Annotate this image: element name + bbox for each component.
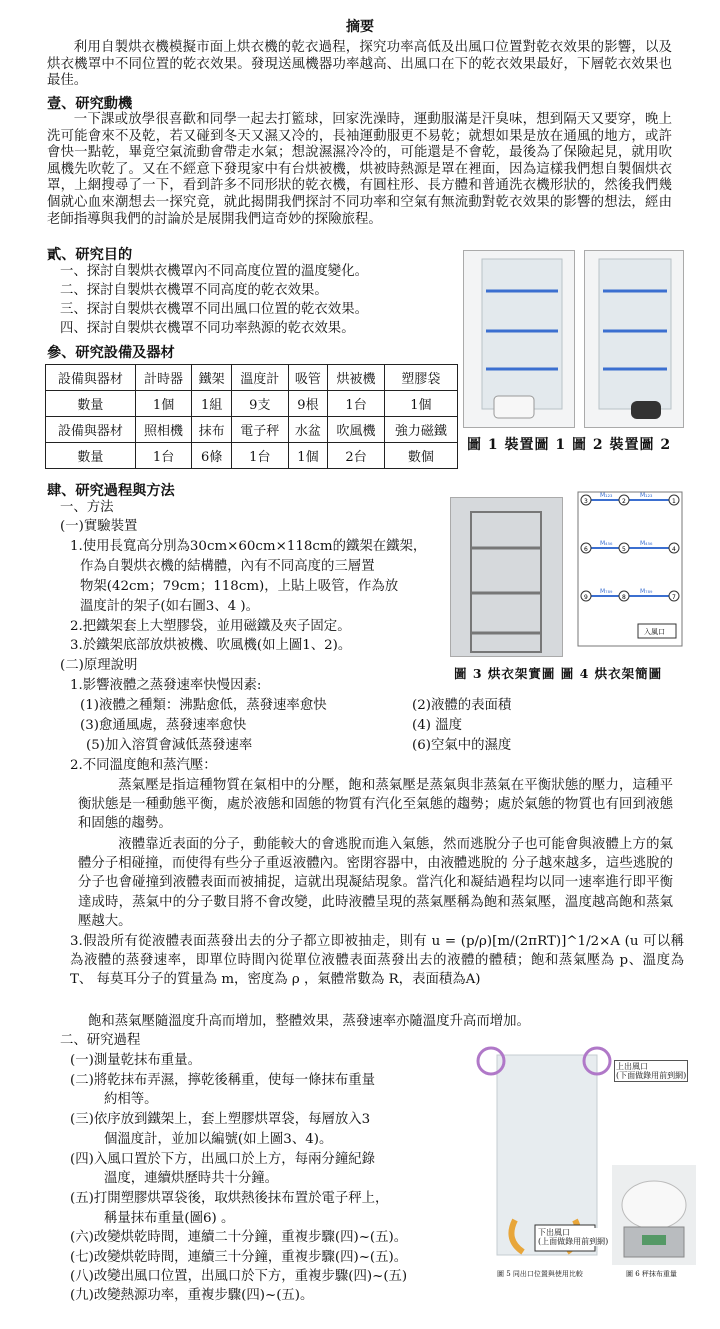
formula-paragraph: 3.假設所有從液體表面蒸發出去的分子都立即被抽走，則有 u = (p/ρ)[m/(2πRT)]^1/2×A (u 可以稱為液體的蒸發速率，即單位時間內從單位液體表面蒸發出去的液體的體積；飽和蒸氣壓為 p、溫度為 T、 每莫耳分子的質量為 m，密度為 ρ ，氣體常數為 R，表面積為A) [70, 934, 684, 988]
figure-6-caption: 圖 6 秤抹布重量 [626, 1270, 677, 1278]
table-cell: 9支 [232, 391, 288, 417]
dryer-bag-illustration [585, 251, 684, 428]
conclusion-line: 飽和蒸氣壓隨溫度升高而增加，整體效果，蒸發速率亦隨溫度升高而增加。 [88, 1014, 530, 1029]
subheading: 一、方法 [60, 500, 114, 515]
step-line: (九)改變熱源功率，重複步驟(四)~(五)。 [70, 1288, 314, 1303]
table-cell: 強力磁鐵 [384, 417, 457, 443]
subheading: 二、研究過程 [60, 1033, 141, 1048]
step-line: 約相等。 [104, 1092, 158, 1107]
factor-item: (6)空氣中的濕度 [412, 738, 512, 753]
node-label: 1 [672, 498, 676, 505]
table-cell: 電子秤 [232, 417, 288, 443]
setup-line: 作為自製烘衣機的結構體，內有不同高度的三層置 [80, 559, 375, 574]
setup-line: 1.使用長寬高分別為30cm×60cm×118cm的鐵架在鐵架， [70, 539, 427, 554]
node-label: 4 [672, 546, 676, 553]
layer-label: M₇₈₉ [640, 588, 653, 595]
motivation-text: 一下課或放學很喜歡和同學一起去打籃球，回家洗澡時，運動服滿是汗臭味，想到隔天又要穿，晚上洗可能會來不及乾，若又碰到冬天又濕又冷的，長袖運動服更不易乾；就想如果是放在通風的地方，或許會快一點乾，畢竟空氣流動會帶走水氣；想說濕濕冷冷的，可能還是不會乾，最後為了保險起見，就用吹風機先吹乾了。又在不經意下發現家中有台烘被機，烘被時熱源是罩在裡面，因為這樣我們想自製個烘衣罩，上網搜尋了一下，看到許多不同形狀的乾衣機，有圓柱形、長方體和普通洗衣機形狀的，然後我們幾個就心血來潮想去一探究竟，就此揭開我們探討不同功率和空氣有無流動對乾衣效果的影響的想法，經由老師指導與我們的討論於是展開我們這奇妙的探險旅程。 [47, 112, 672, 227]
bottom-outlet-label: 下出風口 (上面做錄用前到網) [538, 1228, 609, 1246]
figure-3-4-caption: 圖 3 烘衣架實圖 圖 4 烘衣架簡圖 [454, 666, 663, 681]
table-cell: 鐵架 [192, 365, 232, 391]
layer-label: M₁₂₃ [600, 492, 613, 499]
subheading: (二)原理說明 [60, 658, 138, 673]
figure-3-photo [450, 497, 563, 657]
figure-5-caption: 圖 5 同出口位置與使用比較 [497, 1270, 583, 1278]
table-cell: 6條 [192, 443, 232, 469]
figure-2-photo [584, 250, 684, 428]
step-line: (一)測量乾抹布重量。 [70, 1053, 201, 1068]
step-line: (四)入風口置於下方，出風口於上方，每兩分鐘紀錄 [70, 1152, 376, 1167]
table-cell: 溫度計 [232, 365, 288, 391]
purpose-item: 三、探討自製烘衣機罩不同出風口位置的乾衣效果。 [60, 302, 368, 317]
step-line: 個溫度計，並加以編號(如上圖3、4)。 [104, 1132, 333, 1147]
subheading: (一)實驗裝置 [60, 519, 138, 534]
top-outlet-label: 上出風口 (下面做錄用前到網) [616, 1062, 687, 1080]
table-row [46, 417, 458, 443]
table-cell: 1台 [135, 443, 191, 469]
inlet-label: 入風口 [644, 628, 665, 636]
setup-line: 3.於鐵架底部放烘被機、吹風機(如上圖1、2)。 [70, 638, 352, 653]
node-label: 8 [622, 594, 626, 601]
step-line: (七)改變烘乾時間，連續三十分鐘，重複步驟(四)~(五)。 [70, 1250, 408, 1265]
table-cell: 塑膠袋 [384, 365, 457, 391]
step-line: (六)改變烘乾時間，連續二十分鐘，重複步驟(四)~(五)。 [70, 1230, 408, 1245]
purpose-item: 二、探討自製烘衣機罩不同高度的乾衣效果。 [60, 283, 328, 298]
table-cell: 計時器 [135, 365, 191, 391]
table-cell: 水盆 [288, 417, 328, 443]
setup-line: 溫度計的架子(如右圖3、4 )。 [80, 599, 260, 614]
table-cell: 吸管 [288, 365, 328, 391]
table-cell: 數量 [46, 443, 136, 469]
scale-with-cloth-illustration [612, 1165, 696, 1265]
step-line: 溫度，連續烘歷時共十分鐘。 [104, 1171, 279, 1186]
layer-label: M₁₂₃ [640, 492, 653, 499]
dryer-bag-illustration [464, 251, 575, 428]
table-row [46, 365, 458, 391]
table-cell: 1組 [192, 391, 232, 417]
figure-6-photo [612, 1165, 696, 1265]
node-label: 5 [622, 546, 626, 553]
vapor-paragraph-2: 液體靠近表面的分子，動能較大的會逃脫而進入氣態，然而逃脫分子也可能會與液體上方的氣體分子相碰撞，而使得有些分子重返液體內。密閉容器中，由液體逃脫的 分子越來越多，這些逃脫的分子也會碰撞到液體表面而被捕捉，這就出現凝結現象。當汽化和凝結過程均以同一速率進行即平衡達成時，蒸氣中的分子數目將不會改變，此時液體呈現的蒸氣壓稱為飽和蒸氣壓，溫度越高飽和蒸氣壓越大。 [78, 837, 673, 929]
step-line: (二)將乾抹布弄濕，擰乾後稱重，使每一條抹布重量 [70, 1073, 376, 1088]
section-heading-motivation: 壹、研究動機 [47, 96, 133, 112]
vapor-paragraph-1: 蒸氣壓是指這種物質在氣相中的分壓，飽和蒸氣壓是蒸氣與非蒸氣在平衡狀態的壓力，這種平衡狀態是一種動態平衡，處於液態和固態的物質有汽化至氣態的趨勢；處於氣態的物質也有回到液態和固態的趨勢。 [78, 778, 673, 831]
rack-illustration [451, 498, 563, 657]
node-label: 9 [584, 594, 588, 601]
table-cell: 數個 [384, 443, 457, 469]
purpose-item: 一、探討自製烘衣機罩內不同高度位置的溫度變化。 [60, 264, 368, 279]
setup-line: 2.把鐵架套上大塑膠袋，並用磁鐵及夾子固定。 [70, 619, 351, 634]
table-cell: 設備與器材 [46, 365, 136, 391]
table-cell: 1台 [328, 391, 384, 417]
layer-label: M₇₈₉ [600, 588, 613, 595]
abstract-text: 利用自製烘衣機模擬市面上烘衣機的乾衣過程，探究功率高低及出風口位置對乾衣效果的影響，以及烘衣機罩中不同位置的乾衣效果。發現送風機器功率越高、出風口在下的乾衣效果最好，下層乾衣效果也最佳。 [47, 40, 672, 89]
table-cell: 烘被機 [328, 365, 384, 391]
section-heading-purpose: 貳、研究目的 [47, 247, 133, 263]
setup-line: 物架(42cm；79cm；118cm)，上貼上吸管，作為放 [80, 579, 399, 594]
node-label: 7 [672, 594, 676, 601]
factors-title: 1.影響液體之蒸發速率快慢因素: [70, 678, 262, 693]
table-cell: 吹風機 [328, 417, 384, 443]
step-line: 稱量抹布重量(圖6) 。 [104, 1211, 235, 1226]
factor-item: (5)加入溶質會減低蒸發速率 [86, 738, 253, 753]
node-label: 2 [622, 498, 626, 505]
vapor-title: 2.不同溫度飽和蒸汽壓： [70, 758, 217, 773]
table-cell: 1個 [135, 391, 191, 417]
step-line: (三)依序放到鐵架上，套上塑膠烘罩袋，每層放入3 [70, 1112, 371, 1127]
figure-4-diagram [572, 488, 687, 652]
step-line: (八)改變出風口位置，出風口於下方，重複步驟(四)~(五) [70, 1269, 408, 1284]
purpose-item: 四、探討自製烘衣機罩不同功率熱源的乾衣效果。 [60, 321, 355, 336]
table-cell: 抹布 [192, 417, 232, 443]
table-cell: 1個 [288, 443, 328, 469]
table-cell: 照相機 [135, 417, 191, 443]
table-cell: 1台 [232, 443, 288, 469]
layer-label: M₄₅₆ [600, 540, 613, 547]
equipment-table [45, 364, 458, 469]
page-title: 摘要 [346, 19, 374, 35]
section-heading-equipment: 參、研究設備及器材 [47, 345, 175, 361]
section-heading-method: 肆、研究過程與方法 [47, 483, 175, 499]
table-cell: 數量 [46, 391, 136, 417]
node-label: 6 [584, 546, 588, 553]
factor-item: (1)液體之種類：沸點愈低，蒸發速率愈快 [80, 698, 327, 713]
table-cell: 9根 [288, 391, 328, 417]
node-label: 3 [584, 498, 588, 505]
factor-item: (4) 溫度 [412, 718, 463, 733]
layer-label: M₄₅₆ [640, 540, 653, 547]
table-cell: 2台 [328, 443, 384, 469]
step-line: (五)打開塑膠烘罩袋後，取烘熱後抹布置於電子秤上， [70, 1191, 389, 1206]
factor-item: (2)液體的表面積 [412, 698, 512, 713]
rack-schematic [572, 488, 687, 652]
figure-1-photo [463, 250, 575, 428]
figure-1-2-caption: 圖 1 裝置圖 1 圖 2 裝置圖 2 [467, 437, 672, 453]
table-cell: 1個 [384, 391, 457, 417]
table-row [46, 391, 458, 417]
table-row [46, 443, 458, 469]
factor-item: (3)愈通風處，蒸發速率愈快 [80, 718, 247, 733]
table-cell: 設備與器材 [46, 417, 136, 443]
